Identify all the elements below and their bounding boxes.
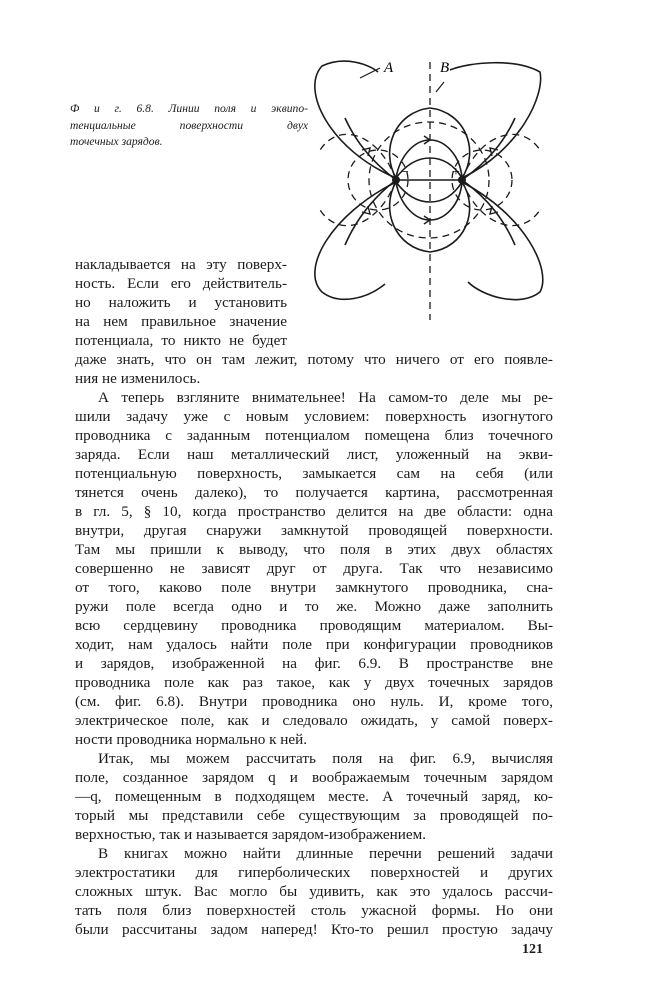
text-line: ности проводника нормально к ней.	[75, 731, 308, 748]
text-line: ружи поле всегда одно и то же. Можно даже заполнить	[75, 598, 553, 615]
text-line: (см. фиг. 6.8). Внутри проводника оно нуль. И, кроме того,	[75, 693, 553, 710]
text-line: совершенно не зависят друг от друга. Так что независимо	[75, 560, 553, 577]
text-line: ность. Если его действитель-	[75, 275, 287, 292]
figure-6-8	[300, 48, 560, 348]
text-line: А теперь взгляните внимательнее! На самом-то деле мы ре-	[98, 389, 553, 406]
text-line: внутри, другая снаружи замкнутой проводящей поверхности.	[75, 522, 553, 539]
page-number: 121	[522, 942, 543, 957]
caption-line: тенциальные поверхности двух	[70, 118, 308, 132]
text-line: тать поля близ поверхностей столь ужасной формы. Но они	[75, 902, 553, 919]
label-b-leader	[436, 82, 444, 92]
text-line: всю сердцевину проводника проводящим материалом. Вы-	[75, 617, 553, 634]
text-line: электрическое поле, как и следовало ожидать, у самой поверх-	[75, 712, 553, 729]
minus-sign: −	[401, 165, 409, 180]
negative-charge	[392, 176, 400, 184]
text-line: сложных штук. Вас могло бы удивить, как это удалось рассчи-	[75, 883, 553, 900]
equipotential	[320, 180, 396, 226]
field-line-top-right	[450, 63, 541, 178]
text-line: но наложить и установить	[75, 294, 287, 311]
text-line: Там мы пришли к выводу, что поля в этих двух областях	[75, 541, 553, 558]
field-line-inner	[390, 182, 470, 252]
label-a-leader	[360, 68, 380, 78]
text-line: даже знать, что он там лежит, потому что ничего от его появле-	[75, 351, 553, 368]
text-line: проводника с заданным потенциалом помещена близ точечного	[75, 427, 553, 444]
text-line: —q, помещенным в подходящем месте. А точечный заряд, ко-	[75, 788, 553, 805]
text-line: заряда. Если наш металлический лист, уложенный на экви-	[75, 446, 553, 463]
text-line: на нем правильное значение	[75, 313, 287, 330]
text-line: и зарядов, изображенной на фиг. 6.9. В пространстве вне	[75, 655, 553, 672]
field-line-top-left	[315, 61, 396, 178]
field-line-side	[345, 180, 396, 245]
text-line: в гл. 5, § 10, когда пространство делится на две области: одна	[75, 503, 553, 520]
text-line: поле, созданное зарядом q и воображаемым точечным зарядом	[75, 769, 553, 786]
text-line: тянется очень далеко), то получается картина, рассмотренная	[75, 484, 553, 501]
text-line: верхностью, так и называется зарядом-изображением.	[75, 826, 427, 843]
text-line: В книгах можно найти длинные перечни решений задачи	[98, 845, 553, 862]
label-b: B	[440, 60, 450, 76]
text-line: ния не изменилось.	[75, 370, 201, 387]
text-line: ходит, нам удалось найти поле при конфигурации проводников	[75, 636, 553, 653]
caption-line: Ф и г. 6.8. Линии поля и эквипо-	[70, 102, 308, 115]
text-line: были рассчитаны задом наперед! Кто-то решил простую задачу	[75, 921, 553, 938]
figure-caption	[70, 101, 308, 151]
text-line: проводника поле как раз такое, как у двух точечных зарядов	[75, 674, 553, 691]
caption-line: точечных зарядов.	[70, 135, 163, 148]
field-line-side	[345, 118, 396, 180]
text-line: шили задачу уже с новым условием: поверхность изогнутого	[75, 408, 553, 425]
text-line: потенциальную поверхность, замыкается сам на себя (или	[75, 465, 553, 482]
text-line: Итак, мы можем рассчитать поля на фиг. 6.9, вычисляя	[98, 750, 553, 767]
text-line: торый мы представили себе существующим за проводящей по-	[75, 807, 553, 824]
text-line: потенциала, то никто не будет	[75, 332, 287, 349]
text-line: накладывается на эту поверх-	[75, 256, 287, 273]
text-line: электростатики для гиперболических поверхностей и других	[75, 864, 553, 881]
text-line: от того, каково поле внутри замкнутого проводника, сна-	[75, 579, 553, 596]
label-a: A	[384, 60, 394, 76]
field-line-inner	[396, 182, 462, 220]
field-line-bottom-right	[462, 182, 543, 300]
plus-sign: +	[452, 165, 460, 180]
